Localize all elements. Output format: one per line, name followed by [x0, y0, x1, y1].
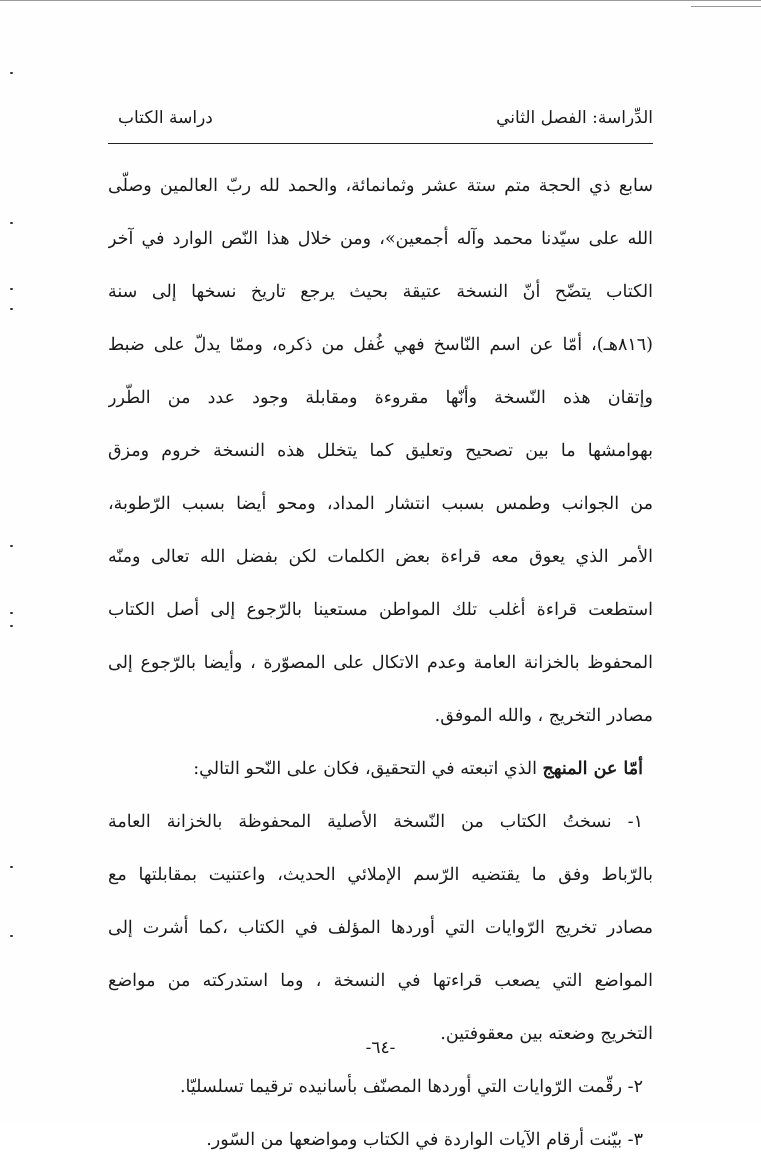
- running-header: [108, 108, 653, 138]
- text-line: المواضع التي يصعب قراءتها في النسخة ، وما استدركته من مواضع: [108, 971, 653, 991]
- scan-corner-mark: [691, 0, 761, 7]
- scan-speck: [10, 288, 13, 290]
- scan-speck: [10, 545, 13, 547]
- section-title: دراسة الكتاب: [118, 108, 213, 128]
- scan-speck: [10, 308, 13, 310]
- text-line: مصادر التخريج ، والله الموفق.: [434, 706, 653, 726]
- list-item-3: ٣- بيّنت أرقام الآيات الواردة في الكتاب ومواضعها من السّور.: [206, 1130, 643, 1150]
- header-divider: [108, 143, 653, 144]
- main-text: [108, 160, 653, 1167]
- text-line: الأمر الذي يعوق معه قراءة بعض الكلمات لكن بفضل الله تعالى ومنّه: [108, 547, 653, 567]
- scan-speck: [10, 222, 13, 224]
- paragraph-intro: [108, 160, 653, 743]
- text-line: مصادر تخريج الرّوايات التي أوردها المؤلف في الكتاب ،كما أشرت إلى: [108, 918, 653, 938]
- scan-top-edge: [0, 0, 761, 1]
- text-line: المحفوظ بالخزانة العامة وعدم الاتكال على المصوّرة ، وأيضا بالرّجوع إلى: [108, 653, 653, 673]
- scan-speck: [10, 72, 13, 74]
- method-heading-bold: أمّا عن المنهج: [542, 759, 643, 779]
- text-line: من الجوانب وطمس بسبب انتشار المداد، ومحو أيضا بسبب الرّطوبة،: [108, 494, 653, 514]
- scan-speck: [10, 625, 13, 627]
- method-heading: [108, 743, 653, 796]
- text-line: (٨١٦هـ)، أمّا عن اسم النّاسخ فهي غُفل من ذكره، وممّا يدلّ على ضبط: [108, 335, 653, 355]
- scan-speck: [10, 866, 13, 868]
- chapter-title: الدِّراسة: الفصل الثاني: [496, 108, 653, 128]
- scan-speck: [10, 935, 13, 937]
- method-heading-rest: الذي اتبعته في التحقيق، فكان على النّحو التالي:: [193, 759, 543, 779]
- text-line: وإتقان هذه النّسخة وأنّها مقروءة ومقابلة وجود عدد من الطّرر: [108, 388, 653, 408]
- scan-speck: [10, 612, 13, 614]
- list-item-2: ٢- رقّمت الرّوايات التي أوردها المصنّف بأسانيده ترقيما تسلسليّا.: [179, 1077, 643, 1097]
- list-item-1: [108, 796, 653, 1061]
- text-line: ١- نسختُ الكتاب من النّسخة الأصلية المحفوظة بالخزانة العامة: [108, 812, 643, 832]
- text-line: بهوامشها ما بين تصحيح وتعليق كما يتخلل هذه النسخة خروم ومزق: [108, 441, 653, 461]
- text-line: الكتاب يتضّح أنّ النسخة عتيقة بحيث يرجع تاريخ نسخها إلى سنة: [108, 282, 653, 302]
- text-line: الله على سيّدنا محمد وآله أجمعين»، ومن خلال هذا النّص الوارد في آخر: [108, 229, 653, 249]
- page-number: -٦٤-: [365, 1038, 396, 1058]
- text-line: استطعت قراءة أغلب تلك المواطن مستعينا بالرّجوع إلى أصل الكتاب: [108, 600, 653, 620]
- text-line: بالرّباط وفق ما يقتضيه الرّسم الإملائي الحديث، واعتنيت بمقابلتها مع: [108, 865, 653, 885]
- text-line: التخريج وضعته بين معقوفتين.: [440, 1024, 653, 1044]
- text-line: سابع ذي الحجة متم ستة عشر وثمانمائة، والحمد لله ربّ العالمين وصلّى: [108, 176, 653, 196]
